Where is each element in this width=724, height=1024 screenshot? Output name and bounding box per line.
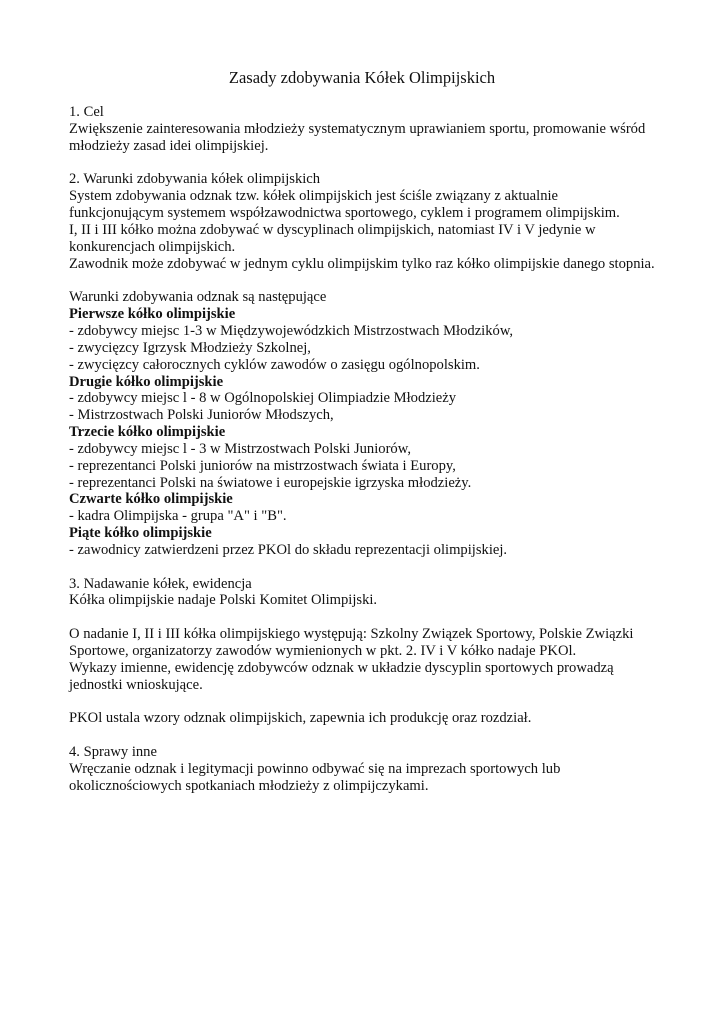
first-ring-item: - zwycięzcy całorocznych cyklów zawodów o zasięgu ogólnopolskim. <box>69 356 480 373</box>
third-ring-item: - reprezentanci Polski na światowe i europejskie igrzyska młodzieży. <box>69 474 472 491</box>
section-1-heading: 1. Cel <box>69 104 104 120</box>
section-4-line: Wręczanie odznak i legitymacji powinno odbywać się na imprezach sportowych lub <box>69 760 561 777</box>
second-ring-heading: Drugie kółko olimpijskie <box>69 373 224 390</box>
fourth-ring-heading: Czwarte kółko olimpijskie <box>69 491 233 508</box>
document-body <box>69 104 669 795</box>
section-4-heading: 4. Sprawy inne <box>69 744 157 761</box>
paragraph-gap <box>69 694 669 711</box>
fifth-ring-heading: Piąte kółko olimpijskie <box>69 525 212 542</box>
second-ring-item: - Mistrzostwach Polski Juniorów Młodszych, <box>69 407 334 424</box>
fourth-ring-item: - kadra Olimpijska - grupa "A" i "B". <box>69 508 287 525</box>
section-3-line: Wykazy imienne, ewidencję zdobywców odznak w układzie dyscyplin sportowych prowadzą <box>69 659 614 676</box>
first-ring-item: - zdobywcy miejsc 1-3 w Międzywojewódzkich Mistrzostwach Młodzików, <box>69 322 514 339</box>
section-3-line: PKOl ustala wzory odznak olimpijskich, zapewnia ich produkcję oraz rozdział. <box>69 710 532 727</box>
third-ring-heading: Trzecie kółko olimpijskie <box>69 424 226 441</box>
section-2-line: konkurencjach olimpijskich. <box>69 238 236 255</box>
first-ring-item: - zwycięzcy Igrzysk Młodzieży Szkolnej, <box>69 339 311 356</box>
section-1-line: Zwiększenie zainteresowania młodzieży systematycznym uprawianiem sportu, promowanie wśród <box>69 120 646 137</box>
document-title: Zasady zdobywania Kółek Olimpijskich <box>228 68 496 87</box>
section-2-line: funkcjonującym systemem współzawodnictwa sportowego, cyklem i programem olimpijskim. <box>69 205 620 222</box>
paragraph-gap <box>69 155 669 172</box>
third-ring-item: - reprezentanci Polski juniorów na mistrzostwach świata i Europy, <box>69 457 456 474</box>
section-4-line: okolicznościowych spotkaniach młodzieży z olimpijczykami. <box>69 777 429 794</box>
paragraph-gap <box>69 609 669 626</box>
section-2-line: System zdobywania odznak tzw. kółek olimpijskich jest ściśle związany z aktualnie <box>69 188 559 205</box>
conditions-intro: Warunki zdobywania odznak są następujące <box>69 289 327 306</box>
third-ring-item: - zdobywcy miejsc l - 3 w Mistrzostwach Polski Juniorów, <box>69 440 411 457</box>
section-3-line: Sportowe, organizatorzy zawodów wymienionych w pkt. 2. IV i V kółko nadaje PKOl. <box>69 643 577 659</box>
section-3-heading: 3. Nadawanie kółek, ewidencja <box>69 575 252 592</box>
section-3-line: jednostki wnioskujące. <box>69 676 203 693</box>
first-ring-heading: Pierwsze kółko olimpijskie <box>69 306 236 323</box>
paragraph-gap <box>69 559 669 576</box>
section-3-line: O nadanie I, II i III kółka olimpijskiego występują: Szkolny Związek Sportowy, Polskie Związki <box>69 626 634 643</box>
section-2-line: Zawodnik może zdobywać w jednym cyklu olimpijskim tylko raz kółko olimpijskie danego stopnia. <box>69 255 655 272</box>
paragraph-gap <box>69 272 669 289</box>
paragraph-gap <box>69 727 669 744</box>
section-3-line: Kółka olimpijskie nadaje Polski Komitet Olimpijski. <box>69 592 378 609</box>
section-1-line: młodzieży zasad idei olimpijskiej. <box>69 137 269 154</box>
section-2-heading: 2. Warunki zdobywania kółek olimpijskich <box>69 171 321 188</box>
second-ring-item: - zdobywcy miejsc l - 8 w Ogólnopolskiej Olimpiadzie Młodzieży <box>69 390 457 407</box>
section-2-line: I, II i III kółko można zdobywać w dyscyplinach olimpijskich, natomiast IV i V jedynie w <box>69 221 596 238</box>
fifth-ring-item: - zawodnicy zatwierdzeni przez PKOl do składu reprezentacji olimpijskiej. <box>69 541 508 558</box>
